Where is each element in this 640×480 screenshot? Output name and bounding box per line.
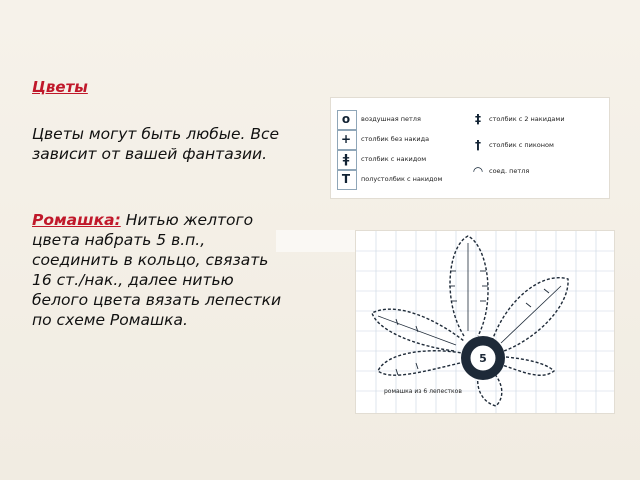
chamomile-label: Ромашка: bbox=[32, 211, 121, 229]
chamomile-diagram-image bbox=[355, 230, 615, 414]
slip-stitch-icon: ◠ bbox=[473, 164, 483, 178]
chain-stitch-icon: o bbox=[341, 112, 351, 126]
legend-label: столбик с 2 накидами bbox=[489, 115, 565, 123]
decorative-band bbox=[276, 230, 356, 252]
picot-stitch-icon: † bbox=[475, 138, 481, 152]
double-crochet-icon: ǂ bbox=[342, 152, 350, 166]
stitch-legend-image bbox=[330, 97, 610, 199]
chamomile-diagram bbox=[356, 231, 614, 413]
single-crochet-icon: + bbox=[340, 132, 352, 146]
diagram-caption: ромашка из 6 лепестков bbox=[384, 388, 462, 395]
legend-label: полустолбик с накидом bbox=[361, 175, 443, 183]
legend-label: столбик без накида bbox=[361, 135, 430, 143]
treble-crochet-icon: ‡ bbox=[475, 112, 481, 126]
ring-count-label: 5 bbox=[479, 352, 487, 365]
petals bbox=[372, 236, 568, 406]
legend-label: воздушная петля bbox=[361, 115, 421, 123]
slide-heading: Цветы bbox=[32, 78, 88, 96]
chamomile-text: Нитью желтого цвета набрать 5 в.п., соединить в кольцо, связать 16 ст./нак., далее нитью белого цвета вязать лепестки по схеме Ромашка. bbox=[32, 211, 282, 329]
legend-label: соед. петля bbox=[489, 167, 530, 175]
chamomile-paragraph bbox=[32, 210, 282, 330]
legend-label: столбик с пиконом bbox=[489, 141, 554, 149]
half-double-crochet-icon: T bbox=[341, 172, 351, 186]
legend-label: столбик с накидом bbox=[361, 155, 427, 163]
intro-paragraph: Цветы могут быть любые. Все зависит от вашей фантазии. bbox=[32, 125, 280, 163]
